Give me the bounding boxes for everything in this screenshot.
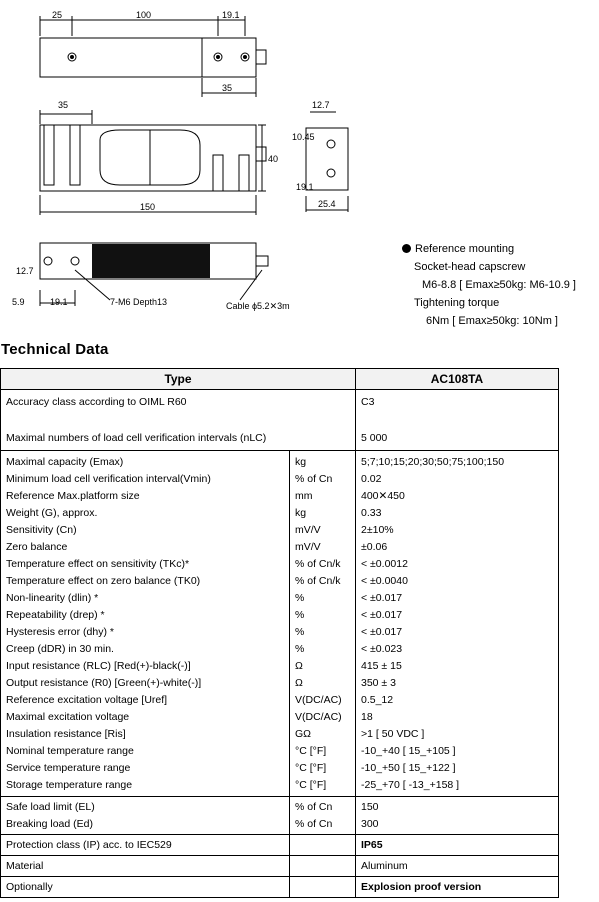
- dim-text: 12.7: [312, 100, 330, 110]
- spec-label: Minimum load cell verification interval(Vmin): [6, 473, 211, 485]
- spec-label: Hysteresis error (dhy) *: [6, 626, 114, 638]
- spec-value: 0.33: [361, 507, 382, 519]
- protection-row: [1, 835, 559, 856]
- accuracy-value: C3: [361, 396, 375, 408]
- dim-text: 25: [52, 10, 63, 20]
- main-specs-row: [1, 451, 559, 797]
- material-label: Material: [1, 856, 290, 877]
- dim-text: 25.4: [318, 199, 336, 209]
- spec-value: 150: [361, 801, 379, 813]
- accuracy-label: Accuracy class according to OIML R60: [6, 396, 187, 408]
- spec-value: 5;7;10;15;20;30;50;75;100;150: [361, 456, 505, 468]
- reference-line: Socket-head capscrew: [414, 261, 526, 273]
- spec-label: Safe load limit (EL): [6, 801, 95, 813]
- spec-value: < ±0.017: [361, 592, 403, 604]
- spec-unit: % of Cn/k: [295, 558, 341, 570]
- spec-label: Maximal excitation voltage: [6, 711, 130, 723]
- optionally-value: Explosion proof version: [356, 877, 559, 898]
- spec-unit: mV/V: [295, 541, 321, 553]
- dim-text: 35: [222, 83, 233, 93]
- intervals-value: 5 000: [361, 432, 388, 444]
- side-view-drawing: [40, 110, 266, 215]
- spec-unit: Ω: [295, 677, 303, 689]
- spec-value: < ±0.0040: [361, 575, 408, 587]
- reference-heading: Reference mounting: [415, 243, 515, 255]
- spec-unit: % of Cn: [295, 818, 333, 830]
- optionally-row: [1, 877, 559, 898]
- spec-value: < ±0.0012: [361, 558, 408, 570]
- optionally-unit: [290, 877, 356, 898]
- spec-value: < ±0.023: [361, 643, 403, 655]
- spec-value: -10_+40 [ 15_+105 ]: [361, 745, 456, 757]
- spec-label: Creep (dDR) in 30 min.: [6, 643, 114, 655]
- reference-line: 6Nm [ Emax≥50kg: 10Nm ]: [426, 315, 558, 327]
- spec-label: Service temperature range: [6, 762, 131, 774]
- end-view-drawing: [306, 112, 348, 212]
- intervals-label: Maximal numbers of load cell verification intervals (nLC): [6, 432, 267, 444]
- spec-value: -10_+50 [ 15_+122 ]: [361, 762, 456, 774]
- reference-line: M6-8.8 [ Emax≥50kg: M6-10.9 ]: [422, 279, 576, 291]
- protection-value: IP65: [356, 835, 559, 856]
- spec-unit: °C [°F]: [295, 779, 327, 791]
- material-value: Aluminum: [356, 856, 559, 877]
- reference-mounting: [402, 240, 576, 330]
- spec-label: Maximal capacity (Emax): [6, 456, 124, 468]
- spec-value: 400✕450: [361, 490, 405, 502]
- spec-value: < ±0.017: [361, 626, 403, 638]
- spec-value: >1 [ 50 VDC ]: [361, 728, 425, 740]
- spec-label: Repeatability (drep) *: [6, 609, 105, 621]
- spec-unit: % of Cn: [295, 473, 333, 485]
- protection-unit: [290, 835, 356, 856]
- spec-value: 2±10%: [361, 524, 394, 536]
- dim-text: Cable ϕ5.2✕3m: [226, 301, 290, 311]
- accuracy-row: [1, 390, 559, 451]
- load-specs-row: [1, 797, 559, 835]
- spec-label: Temperature effect on sensitivity (TKc)*: [6, 558, 190, 570]
- dim-text: 10.45: [292, 132, 315, 142]
- spec-value: ±0.06: [361, 541, 388, 553]
- spec-unit: mm: [295, 490, 313, 502]
- spec-unit: kg: [295, 507, 307, 519]
- dim-text: 19.1: [296, 182, 314, 192]
- dim-text: 19.1: [50, 297, 68, 307]
- spec-label: Non-linearity (dlin) *: [6, 592, 99, 604]
- spec-label: Reference Max.platform size: [6, 490, 140, 502]
- spec-unit: GΩ: [295, 728, 312, 740]
- technical-data-table: [0, 368, 559, 898]
- reference-line: Tightening torque: [414, 297, 500, 309]
- dim-text: 19.1: [222, 10, 240, 20]
- spec-unit: °C [°F]: [295, 745, 327, 757]
- section-title: Technical Data: [1, 341, 109, 358]
- spec-unit: %: [295, 643, 305, 655]
- spec-label: Weight (G), approx.: [6, 507, 98, 519]
- dim-text: 35: [58, 100, 69, 110]
- dim-text: 12.7: [16, 266, 34, 276]
- spec-unit: kg: [295, 456, 307, 468]
- material-row: [1, 856, 559, 877]
- bottom-view-fill: [92, 244, 210, 278]
- spec-value: 300: [361, 818, 379, 830]
- spec-unit: % of Cn: [295, 801, 333, 813]
- top-view-drawing: [40, 16, 266, 97]
- spec-label: Zero balance: [6, 541, 68, 553]
- spec-unit: %: [295, 609, 305, 621]
- spec-unit: % of Cn/k: [295, 575, 341, 587]
- spec-label: Sensitivity (Cn): [6, 524, 77, 536]
- spec-value: 0.5_12: [361, 694, 394, 706]
- dim-text: 150: [140, 202, 156, 212]
- spec-label: Breaking load (Ed): [6, 818, 93, 830]
- spec-label: Insulation resistance [Ris]: [6, 728, 126, 740]
- spec-label: Temperature effect on zero balance (TK0): [6, 575, 201, 587]
- spec-value: < ±0.017: [361, 609, 403, 621]
- spec-value: -25_+70 [ -13_+158 ]: [361, 779, 460, 791]
- spec-unit: %: [295, 626, 305, 638]
- spec-value: 415 ± 15: [361, 660, 402, 672]
- dim-text: 5.9: [12, 297, 25, 307]
- spec-value: 0.02: [361, 473, 382, 485]
- material-unit: [290, 856, 356, 877]
- bullet-icon: [402, 244, 411, 253]
- spec-unit: Ω: [295, 660, 303, 672]
- spec-unit: V(DC/AC): [295, 694, 342, 706]
- spec-unit: °C [°F]: [295, 762, 327, 774]
- dim-text: 100: [136, 10, 152, 20]
- spec-label: Nominal temperature range: [6, 745, 134, 757]
- spec-label: Storage temperature range: [6, 779, 133, 791]
- protection-label: Protection class (IP) acc. to IEC529: [1, 835, 290, 856]
- spec-unit: mV/V: [295, 524, 321, 536]
- spec-unit: %: [295, 592, 305, 604]
- dim-text: 7-M6 Depth13: [110, 297, 168, 307]
- model-header: AC108TA: [356, 369, 559, 390]
- spec-unit: V(DC/AC): [295, 711, 342, 723]
- type-header: Type: [1, 369, 356, 390]
- spec-label: Reference excitation voltage [Uref]: [6, 694, 168, 706]
- spec-label: Output resistance (R0) [Green(+)-white(-)]: [6, 677, 202, 689]
- optionally-label: Optionally: [1, 877, 290, 898]
- spec-label: Input resistance (RLC) [Red(+)-black(-)]: [6, 660, 191, 672]
- dim-text: 40: [268, 154, 279, 164]
- spec-value: 350 ± 3: [361, 677, 396, 689]
- spec-value: 18: [361, 711, 373, 723]
